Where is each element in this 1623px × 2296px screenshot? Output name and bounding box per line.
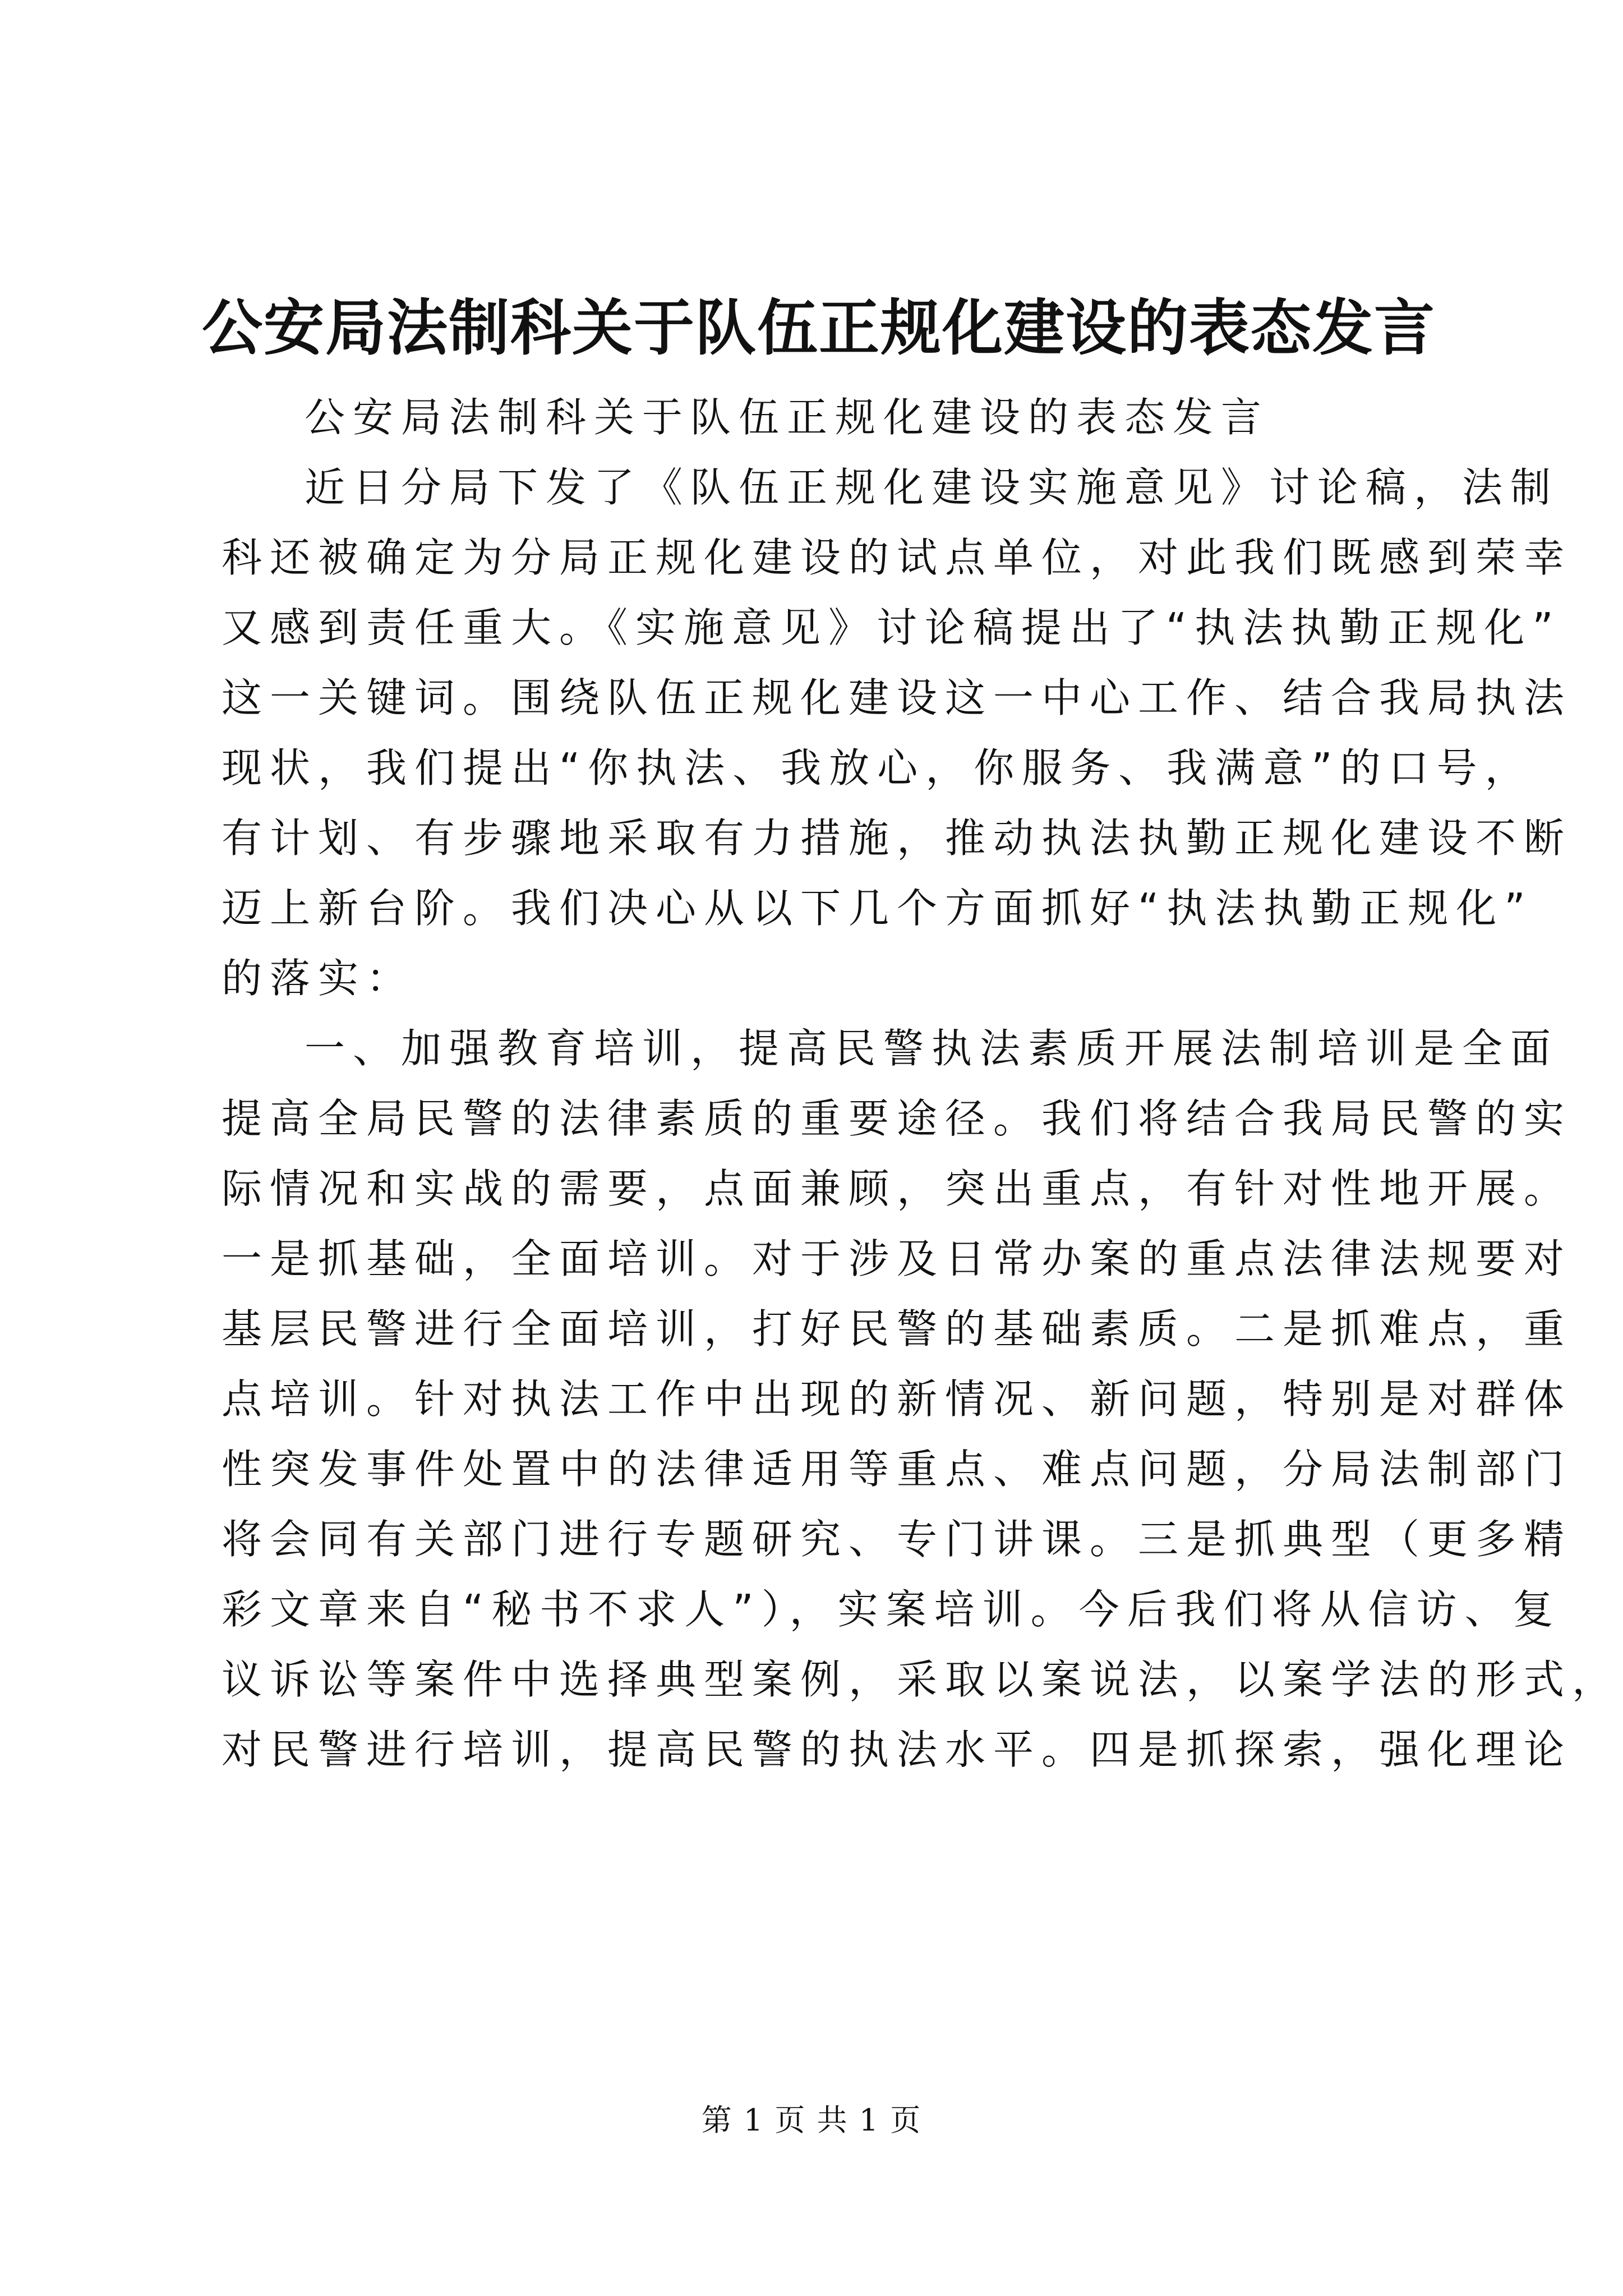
- paragraph-subtitle: [222, 383, 1427, 453]
- text-line: 近日分局下发了《队伍正规化建设实施意见》讨论稿，法制: [305, 464, 1559, 511]
- text-line: 际情况和实战的需要，点面兼顾，突出重点，有针对性地开展。: [222, 1165, 1573, 1212]
- paragraph-section-one: [222, 1014, 1621, 1785]
- page-footer: 第 1 页 共 1 页: [701, 2102, 922, 2138]
- text-line: 议诉讼等案件中选择典型案例，采取以案说法，以案学法的形式，: [222, 1656, 1621, 1703]
- text-line: 彩文章来自“秘书不求人”），实案培训。今后我们将从信访、复: [222, 1586, 1561, 1633]
- text-line: 性突发事件处置中的法律适用等重点、难点问题，分局法制部门: [222, 1446, 1573, 1493]
- document-title: 公安局法制科关于队伍正规化建设的表态发言: [202, 293, 1436, 364]
- text-line: 一是抓基础，全面培训。对于涉及日常办案的重点法律法规要对: [222, 1235, 1573, 1282]
- text-line: 有计划、有步骤地采取有力措施，推动执法执勤正规化建设不断: [222, 815, 1573, 862]
- text-line: 科还被确定为分局正规化建设的试点单位，对此我们既感到荣幸: [222, 534, 1573, 581]
- text-line: 基层民警进行全面培训，打好民警的基础素质。二是抓难点，重: [222, 1305, 1573, 1352]
- text-line: 对民警进行培训，提高民警的执法水平。四是抓探索，强化理论: [222, 1726, 1573, 1773]
- text-line: 迈上新台阶。我们决心从以下几个方面抓好“执法执勤正规化”: [222, 885, 1533, 932]
- text-line: 的落实：: [222, 955, 415, 1002]
- text-line: 公安局法制科关于队伍正规化建设的表态发言: [305, 394, 1270, 441]
- text-line: 将会同有关部门进行专题研究、专门讲课。三是抓典型（更多精: [222, 1516, 1573, 1563]
- text-line: 提高全局民警的法律素质的重要途径。我们将结合我局民警的实: [222, 1095, 1573, 1142]
- text-line: 现状，我们提出“你执法、我放心，你服务、我满意”的口号，: [222, 744, 1533, 792]
- text-line: 又感到责任重大。《实施意见》讨论稿提出了“执法执勤正规化”: [222, 604, 1561, 651]
- text-line: 点培训。针对执法工作中出现的新情况、新问题，特别是对群体: [222, 1375, 1573, 1423]
- document-body: [222, 383, 1621, 1785]
- paragraph-intro: [222, 453, 1573, 1014]
- text-line: 这一关键词。围绕队伍正规化建设这一中心工作、结合我局执法: [222, 674, 1573, 721]
- text-line: 一、加强教育培训，提高民警执法素质开展法制培训是全面: [305, 1025, 1559, 1072]
